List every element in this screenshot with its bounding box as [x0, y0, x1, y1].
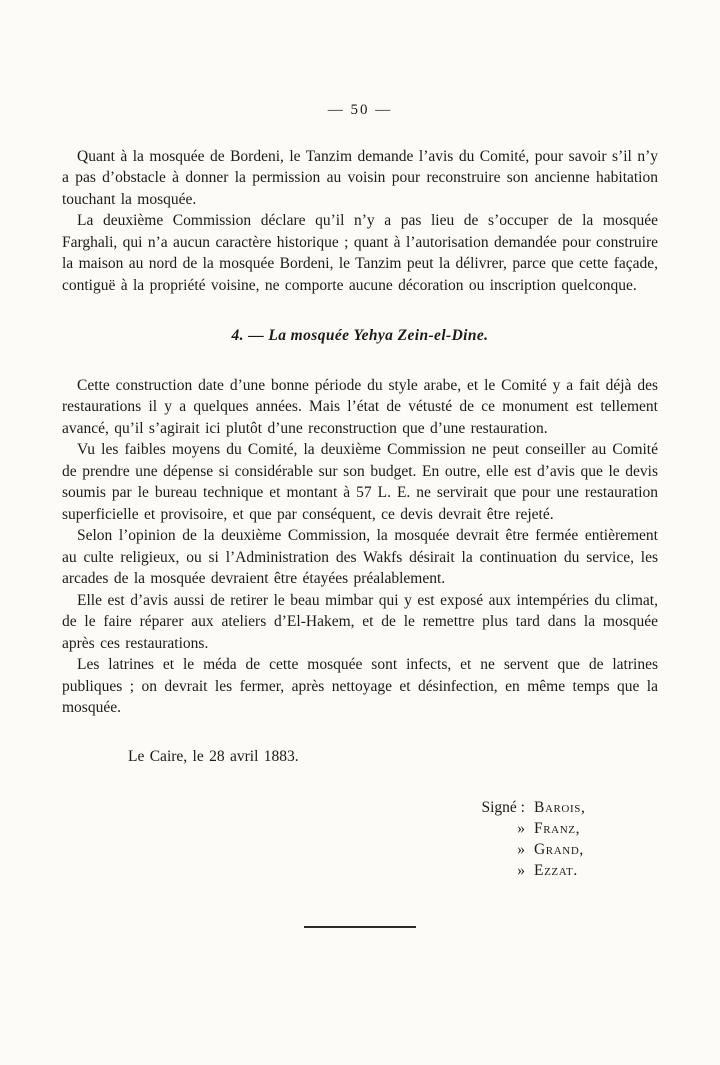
signature-block	[469, 797, 598, 881]
signature-ditto-mark: »	[517, 862, 525, 879]
paragraph: Quant à la mosquée de Bordeni, le Tanzim demande l’avis du Comité, pour savoir s’il n’y a pas d’obstacle à donner la permission au voisin pour reconstruire son ancienne habitation touchant la mosquée.	[62, 147, 658, 208]
signature-name: Franz,	[534, 820, 581, 837]
dateline: Le Caire, le 28 avril 1883.	[128, 747, 299, 765]
signature-name: Grand,	[534, 841, 584, 858]
signature-label: Signé :	[481, 799, 525, 816]
paragraph: Les latrines et le méda de cette mosquée sont infects, et ne servent que de latrines publiques ; on devrait les fermer, après nettoyage et désinfection, en même temps que la mosquée.	[62, 656, 658, 716]
separator-rule	[304, 926, 416, 928]
paragraph: Vu les faibles moyens du Comité, la deuxième Commission ne peut conseiller au Comité de prendre une dépense si considérable sur son budget. En outre, elle est d’avis que le devis soumis par le bureau technique et montant à 57 L. E. ne servirait que pour une restauration superficielle et provisoire, et que par conséquent, ce devis devrait être rejeté.	[62, 441, 658, 523]
paragraph: Elle est d’avis aussi de retirer le beau mimbar qui y est exposé aux intempéries du climat, de le faire réparer aux ateliers d’El-Hakem, et de le remettre plus tard dans la mosquée après ces restaurations.	[62, 591, 658, 652]
signature-name: Ezzat.	[534, 862, 578, 879]
signature-ditto-mark: »	[517, 841, 525, 858]
signature-ditto-mark: »	[517, 820, 525, 837]
paragraph: La deuxième Commission déclare qu’il n’y a pas lieu de s’occuper de la mosquée Farghali, qui n’a aucun caractère historique ; quant à l’autorisation demandée pour construire la maison au nord de la mosquée Bordeni, le Tanzim peut la délivrer, parce que cette façade, contiguë à la propriété voisine, ne comporte aucune décoration ou inscription quelconque.	[62, 212, 658, 294]
paragraph: Cette construction date d’une bonne période du style arabe, et le Comité y a fait déjà des restaurations il y a quelques années. Mais l’état de vétusté de ce monument est tellement avancé, qu’il s’agirait ici plutôt d’une reconstruction que d’une restauration.	[62, 376, 658, 437]
paragraph: Selon l’opinion de la deuxième Commission, la mosquée devrait être fermée entièrement au culte religieux, ou si l’Administration des Wakfs désirait la continuation du service, les arcades de la mosquée devraient être étayées préalablement.	[62, 527, 658, 587]
page-number: — 50 —	[327, 102, 393, 118]
signature-name: Barois,	[534, 799, 586, 816]
signature-row	[469, 818, 598, 839]
signature-row	[469, 839, 598, 860]
signature-row	[469, 797, 598, 818]
signature-row	[469, 860, 598, 881]
section-heading: 4. — La mosquée Yehya Zein-el-Dine.	[231, 327, 489, 344]
document-body	[62, 146, 658, 929]
